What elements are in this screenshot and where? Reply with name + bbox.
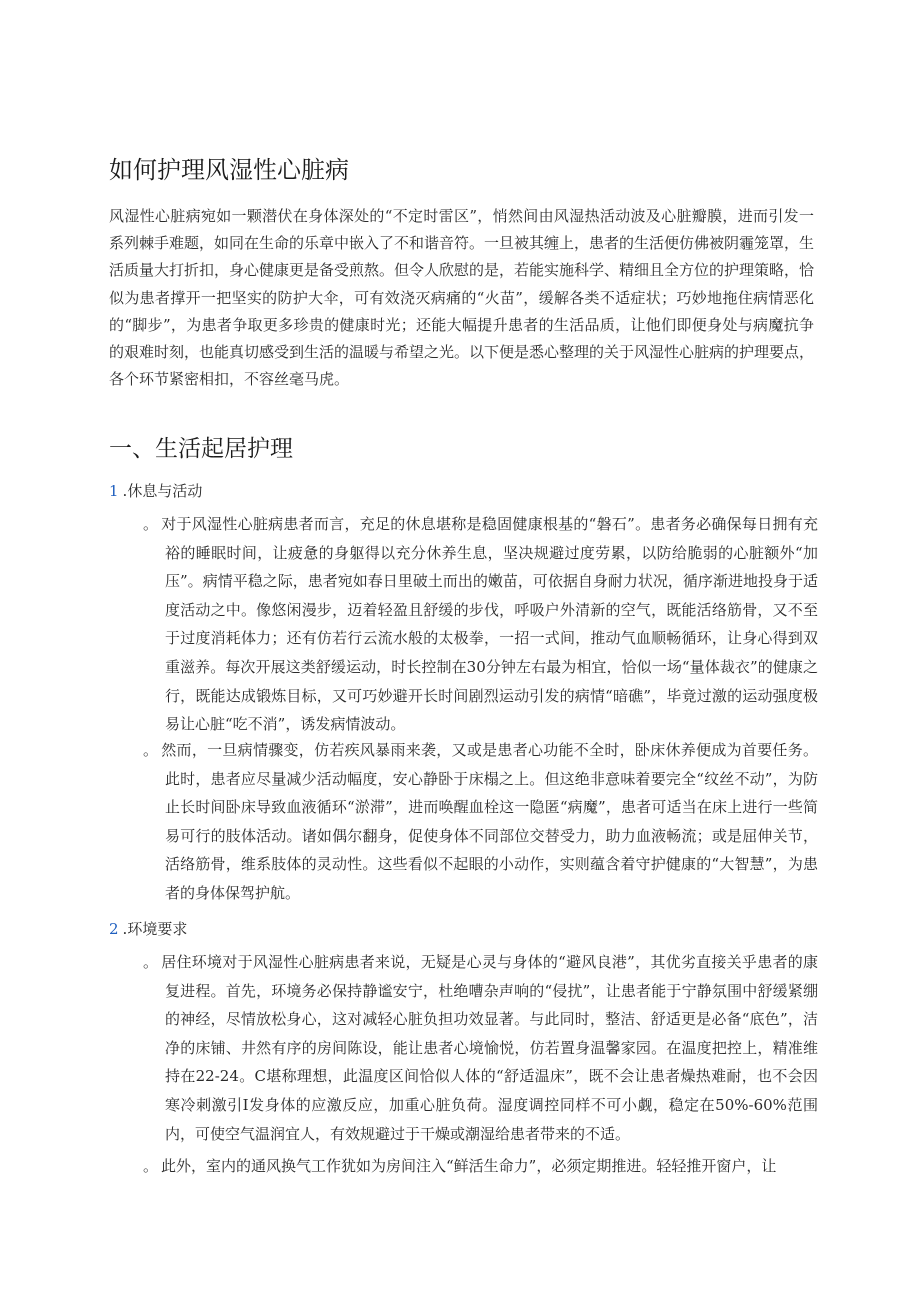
paragraph-rest: [143, 510, 818, 739]
paragraph-ventilation: [143, 1152, 818, 1181]
bullet-mark: 。: [143, 953, 159, 971]
bullet-mark: 。: [143, 515, 159, 533]
paragraph-text: 此外，室内的通风换气工作犹如为房间注入“鲜活生命力”，必须定期推进。轻轻推开窗户，让: [161, 1157, 777, 1175]
subheading-environment: [109, 918, 187, 939]
paragraph-text: 然而，一旦病情骤变，仿若疾风暴雨来袭，又或是患者心功能不全时，卧床休养便成为首要任务。此时，患者应尽量减少活动幅度，安心静卧于床榻之上。但这绝非意味着要完全“纹丝不动”，为防止长时间卧床导致血液循环“淤滞”，进而唤醒血栓这一隐匿“病魔”，患者可适当在床上进行一些简易可行的肢体活动。诸如偶尔翻身，促使身体不同部位交替受力，助力血液畅流；或是屈伸关节，活络筋骨，维系肢体的灵动性。这些看似不起眼的小动作，实则蕴含着守护健康的“大智慧”，为患者的身体保驾护航。: [161, 741, 818, 902]
paragraph-bed-rest: [143, 736, 818, 908]
subheading-label: .环境要求: [122, 920, 188, 938]
subheading-number: 1: [109, 482, 119, 500]
paragraph-text: 对于风湿性心脏病患者而言，充足的休息堪称是稳固健康根基的“磐石”。患者务必确保每日拥有充裕的睡眠时间，让疲惫的身躯得以充分休养生息，坚决规避过度劳累，以防给脆弱的心脏额外“加压”。病情平稳之际，患者宛如春日里破土而出的嫩苗，可依据自身耐力状况，循序渐进地投身于适度活动之中。像悠闲漫步，迈着轻盈且舒缓的步伐，呼吸户外清新的空气，既能活络筋骨，又不至于过度消耗体力；还有仿若行云流水般的太极拳，一招一式间，推动气血顺畅循环，让身心得到双重滋养。每次开展这类舒缓运动，时长控制在30分钟左右最为相宜，恰似一场“量体裁衣”的健康之行，既能达成锻炼目标，又可巧妙避开长时间剧烈运动引发的病情“暗礁”，毕竟过激的运动强度极易让心脏“吃不消”，诱发病情波动。: [161, 515, 818, 734]
subheading-rest-activity: [109, 480, 202, 501]
section-heading-living-care: 一、生活起居护理: [109, 436, 293, 462]
intro-paragraph: 风湿性心脏病宛如一颗潜伏在身体深处的“不定时雷区”，悄然间由风湿热活动波及心脏瓣膜，进而引发一系列棘手难题，如同在生命的乐章中嵌入了不和谐音符。一旦被其缠上，患者的生活便仿佛被阴霾笼罩，生活质量大打折扣，身心健康更是备受煎熬。但令人欣慰的是，若能实施科学、精细且全方位的护理策略，恰似为患者撑开一把坚实的防护大伞，可有效浇灭病痛的“火苗”，缓解各类不适症状；巧妙地拖住病情恶化的“脚步”，为患者争取更多珍贵的健康时光；还能大幅提升患者的生活品质，让他们即便身处与病魔抗争的艰难时刻，也能真切感受到生活的温暖与希望之光。以下便是悉心整理的关于风湿性心脏病的护理要点，各个环节紧密相扣，不容丝毫马虎。: [109, 207, 815, 389]
bullet-mark: 。: [143, 1157, 159, 1175]
paragraph-text: 居住环境对于风湿性心脏病患者来说，无疑是心灵与身体的“避风良港”，其优劣直接关乎患者的康复进程。首先，环境务必保持静谧安宁，杜绝嘈杂声响的“侵扰”，让患者能于宁静氛围中舒缓紧绷的神经，尽情放松身心，这对减轻心脏负担功效显著。与此同时，整洁、舒适更是必备“底色”，洁净的床铺、井然有序的房间陈设，能让患者心境愉悦，仿若置身温馨家园。在温度把控上，精准维持在22-24。C堪称理想，此温度区间恰似人体的“舒适温床”，既不会让患者燥热难耐，也不会因寒冷刺激引I发身体的应激反应，加重心脏负荷。湿度调控同样不可小觑，稳定在50%-60%范围内，可使空气温润宜人，有效规避过于干燥或潮湿给患者带来的不适。: [161, 953, 818, 1143]
subheading-label: .休息与活动: [122, 482, 203, 500]
document-title: 如何护理风湿性心脏病: [109, 156, 349, 184]
subheading-number: 2: [109, 920, 119, 938]
paragraph-environment: [143, 948, 818, 1148]
bullet-mark: 。: [143, 741, 159, 759]
